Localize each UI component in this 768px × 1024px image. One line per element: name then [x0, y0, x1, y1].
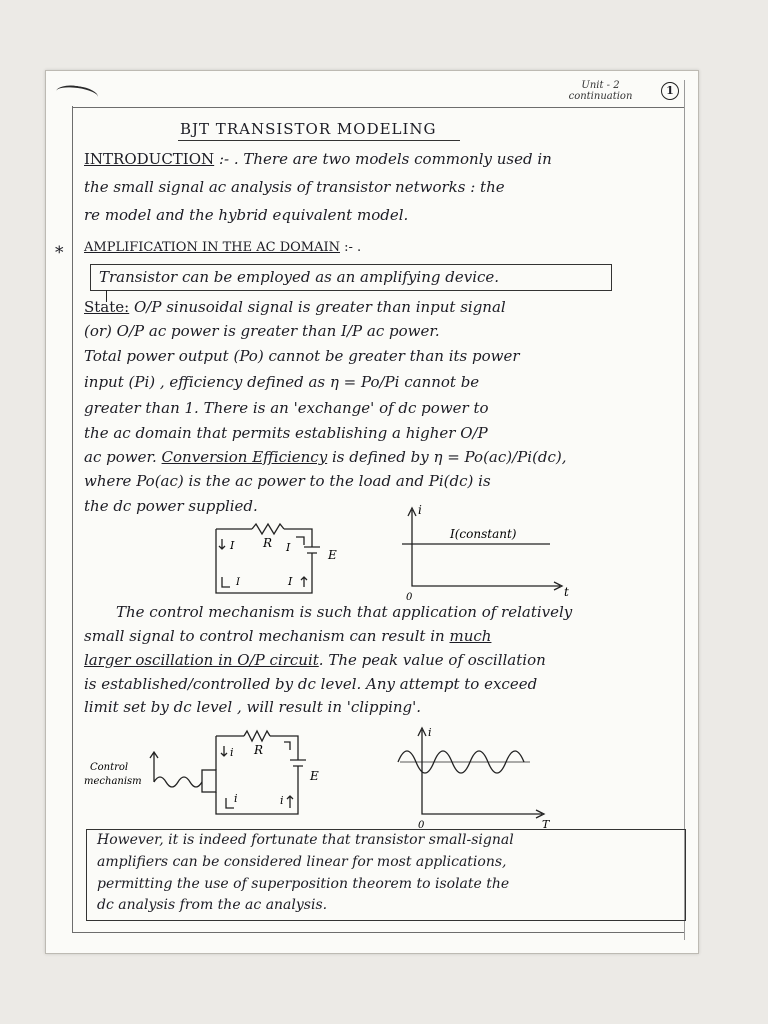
larger-oscillation-term: larger oscillation in O/P circuit [84, 651, 319, 669]
continuation-text: continuation [568, 91, 633, 102]
unit-label [553, 80, 648, 102]
control-label-2: mechanism [84, 776, 142, 787]
note-line-3: permitting the use of superposition theorem to isolate the [97, 876, 510, 892]
current-arrow-bl [222, 577, 230, 587]
state-line-2: (or) O/P ac power is greater than I/P ac power. [84, 322, 440, 340]
note-line-4: dc analysis from the ac analysis. [97, 897, 328, 913]
current2-arrow-tl [221, 746, 227, 756]
intro-line-1 [84, 150, 684, 168]
control-line-5: limit set by dc level , will result in 'clipping'. [84, 698, 422, 716]
control-block [202, 770, 216, 792]
current2-label-br: i [280, 794, 284, 807]
current2-label-bl: i [234, 792, 238, 805]
control-line-1: The control mechanism is such that application of relatively [116, 603, 573, 621]
note-line-2: amplifiers can be considered linear for most applications, [97, 854, 507, 870]
amplification-heading-line [84, 240, 684, 255]
page-title: BJT TRANSISTOR MODELING [180, 120, 437, 138]
note-line-1: However, it is indeed fortunate that transistor small-signal [97, 832, 514, 848]
intro-line-2: the small signal ac analysis of transistor networks : the [84, 178, 505, 196]
current2-label-tl: i [230, 746, 234, 759]
conversion-efficiency-term: Conversion Efficiency [161, 448, 328, 466]
battery-symbol [304, 547, 320, 553]
resistor-symbol [252, 524, 284, 534]
resistor-label: R [263, 536, 273, 550]
control-line-2a: small signal to control mechanism can result in [84, 627, 445, 645]
top-margin-line [72, 107, 684, 108]
amplifying-device-text: Transistor can be employed as an amplifying device. [99, 268, 500, 286]
control-signal [154, 777, 202, 787]
current2-arrow-br [287, 796, 293, 808]
linearity-note-box [86, 829, 686, 921]
page-number: 1 [661, 82, 679, 100]
ac-control-circuit-diagram [84, 722, 344, 822]
graph1-y-label: i [418, 503, 422, 517]
current-label-bl: I [236, 577, 240, 588]
control-line-3 [84, 651, 684, 669]
state-line-3: Total power output (Po) cannot be greater than its power [84, 347, 520, 365]
left-margin-line [72, 106, 73, 932]
current-label-tr: I [286, 541, 291, 554]
current-label-tl: I [230, 539, 235, 552]
state-line-7 [84, 448, 684, 466]
state-label: State: [84, 298, 130, 316]
unit-text: Unit - 2 [581, 80, 620, 91]
state-line-9: the dc power supplied. [84, 497, 258, 515]
intro-line-3: re model and the hybrid equivalent model. [84, 206, 409, 224]
battery2-symbol [290, 760, 306, 766]
graph2-y-label: i [428, 726, 432, 739]
state-line-1 [84, 298, 684, 316]
bottom-margin-line [72, 932, 684, 933]
current2-arrow-bl [226, 798, 234, 808]
resistor2-symbol [244, 731, 270, 741]
graph1-origin: 0 [406, 592, 413, 603]
state-line-5: greater than 1. There is an 'exchange' of dc power to [84, 399, 489, 417]
state-line-7c: is defined by η = Po(ac)/Pi(dc), [331, 448, 567, 466]
oscillation-graph [390, 722, 560, 830]
graph2-x-label: T [542, 818, 550, 830]
title-underline [178, 140, 460, 141]
resistor2-label: R [254, 743, 264, 757]
control-line-3b: . The peak value of oscillation [318, 651, 546, 669]
current2-arrow-tr [284, 742, 290, 750]
control-line-2 [84, 627, 684, 645]
amplification-heading: AMPLIFICATION IN THE AC DOMAIN [84, 240, 340, 255]
state-line-7a: ac power. [84, 448, 157, 466]
source-label: E [328, 548, 337, 562]
state-line-1-text: O/P sinusoidal signal is greater than input signal [134, 298, 506, 316]
current-arrow-br [301, 577, 307, 587]
amplification-heading-suffix: :- . [344, 240, 362, 255]
bullet-star: * [55, 243, 64, 263]
current-label-br: I [288, 575, 293, 588]
state-line-4: input (Pi) , efficiency defined as η = Po/Pi cannot be [84, 373, 480, 391]
current-arrow-tr [296, 537, 304, 545]
graph1-line-label: I(constant) [450, 527, 517, 541]
control-arrow [150, 752, 158, 782]
graph1-x-label: t [564, 585, 569, 599]
control-label-1: Control [90, 762, 129, 773]
intro-heading: INTRODUCTION [84, 150, 215, 168]
source2-label: E [310, 769, 319, 783]
state-line-6: the ac domain that permits establishing a higher O/P [84, 424, 488, 442]
wire2-top-right [270, 736, 298, 760]
graph2-origin: 0 [418, 820, 425, 830]
dc-circuit-diagram [200, 515, 350, 605]
graph1-axes [412, 510, 560, 586]
amplifying-device-box [90, 264, 612, 291]
graph2-axes [422, 730, 542, 814]
constant-current-graph [390, 500, 580, 605]
state-line-8: where Po(ac) is the ac power to the load and Pi(dc) is [84, 472, 491, 490]
intro-line-1-text: :- . There are two models commonly used in [218, 150, 552, 168]
control-line-4: is established/controlled by dc level. Any attempt to exceed [84, 675, 538, 693]
right-margin-line [684, 80, 685, 940]
much-term: much [449, 627, 492, 645]
current-arrow-tl [219, 539, 225, 549]
